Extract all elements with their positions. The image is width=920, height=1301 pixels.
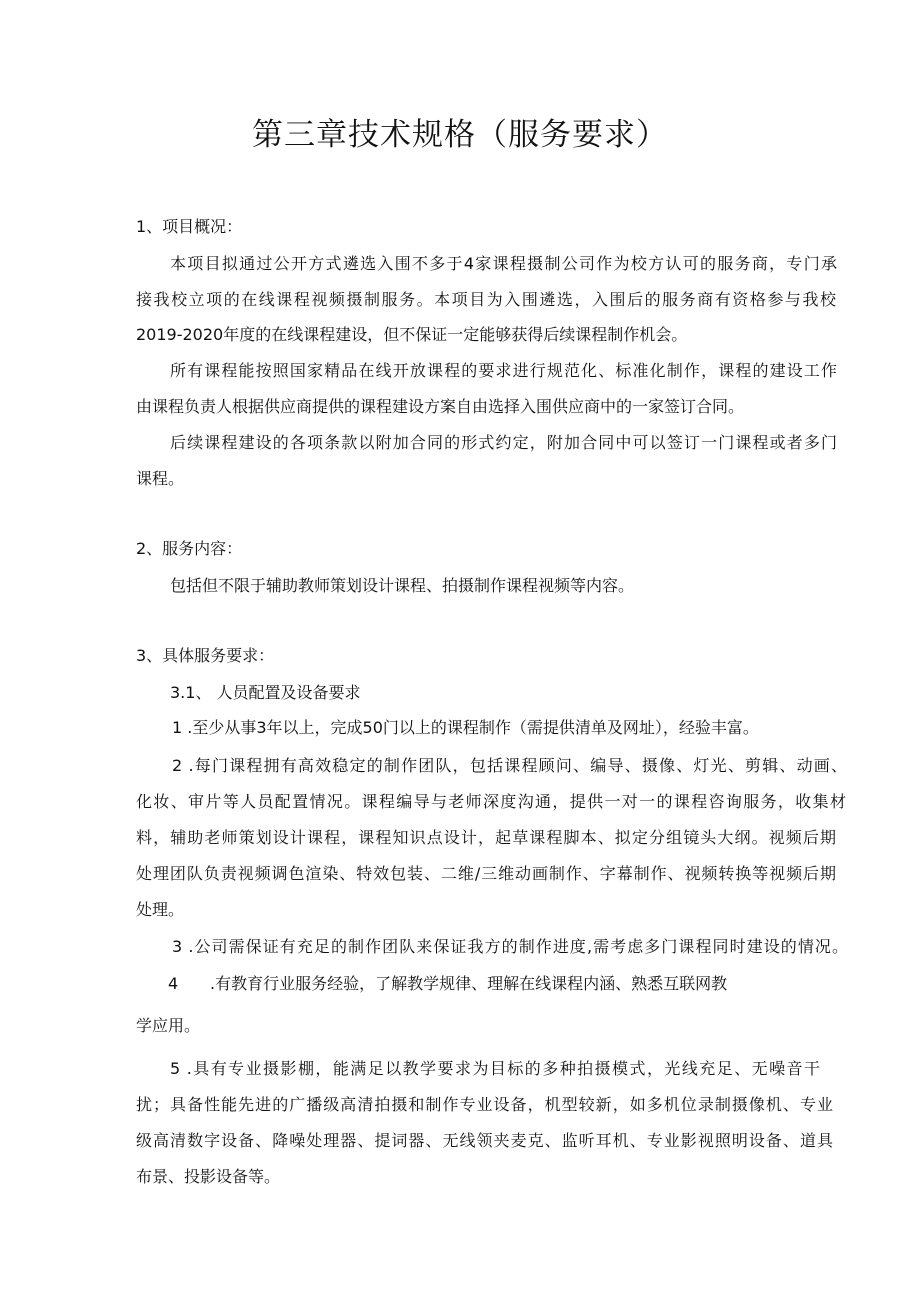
section-3-heading: 3、具体服务要求： (136, 646, 275, 665)
section-2-p1: 包括但不限于辅助教师策划设计课程、拍摄制作课程视频等内容。 (170, 576, 635, 595)
section-1-p1-line-1: 本项目拟通过公开方式遴选入围不多于4家课程摄制公司作为校方认可的服务商，专门承 (170, 254, 837, 273)
section-1-p2-line-2: 由课程负责人根据供应商提供的课程建设方案自由选择入围供应商中的一家签订合同。 (136, 397, 745, 416)
section-1-p3-line-2: 课程。 (136, 469, 185, 488)
section-1-p1-line-2: 接我校立项的在线课程视频摄制服务。本项目为入围遴选，入围后的服务商有资格参与我校 (136, 290, 836, 309)
section-3-item-4-text: .有教育行业服务经验，了解教学规律、理解在线课程内涵、熟悉互联网教 (210, 974, 728, 993)
section-3-item-2-line-2: 化妆、审片等人员配置情况。课程编导与老师深度沟通，提供一对一的课程咨询服务，收集材 (136, 792, 846, 811)
section-1-p1-line-3: 2019-2020年度的在线课程建设，但不保证一定能够获得后续课程制作机会。 (136, 325, 688, 344)
section-3-item-3: 3 .公司需保证有充足的制作团队来保证我方的制作进度,需考虑多门课程同时建设的情况。 (172, 937, 848, 956)
section-3-item-2-line-1: 2 .每门课程拥有高效稳定的制作团队，包括课程顾问、编导、摄像、灯光、剪辑、动画、 (172, 756, 847, 775)
section-3-item-2-line-4: 处理团队负责视频调色渲染、特效包装、二维/三维动画制作、字幕制作、视频转换等视频后期 (136, 864, 836, 883)
section-3-item-5-line-4: 布景、投影设备等。 (136, 1167, 281, 1186)
section-3-item-4-continuation: 学应用。 (136, 1016, 201, 1035)
chapter-title: 第三章技术规格（服务要求） (252, 117, 668, 153)
section-3-1-subheading: 3.1、 人员配置及设备要求 (170, 683, 361, 702)
section-3-item-1: 1 .至少从事3年以上，完成50门以上的课程制作（需提供清单及网址），经验丰富。 (172, 718, 759, 737)
section-3-item-5-line-2: 扰；具备性能先进的广播级高清拍摄和制作专业设备，机型较新，如多机位录制摄像机、专业 (136, 1095, 833, 1114)
section-1-p2-line-1: 所有课程能按照国家精品在线开放课程的要求进行规范化、标准化制作，课程的建设工作 (170, 361, 837, 380)
section-3-item-4-number: 4 (168, 974, 179, 993)
section-2-heading: 2、服务内容： (136, 539, 243, 558)
section-3-item-5-line-1: 5 .具有专业摄影棚，能满足以教学要求为目标的多种拍摄模式，光线充足、无噪音干 (170, 1059, 820, 1078)
section-3-item-2-line-5: 处理。 (136, 900, 185, 919)
section-1-p3-line-1: 后续课程建设的各项条款以附加合同的形式约定，附加合同中可以签订一门课程或者多门 (170, 433, 837, 452)
section-1-heading: 1、项目概况： (136, 217, 243, 236)
section-3-item-5-line-3: 级高清数字设备、降噪处理器、提词器、无线领夹麦克、监听耳机、专业影视照明设备、道具 (136, 1131, 833, 1150)
section-3-item-2-line-3: 料，辅助老师策划设计课程，课程知识点设计，起草课程脚本、拟定分组镜头大纲。视频后期 (136, 828, 836, 847)
